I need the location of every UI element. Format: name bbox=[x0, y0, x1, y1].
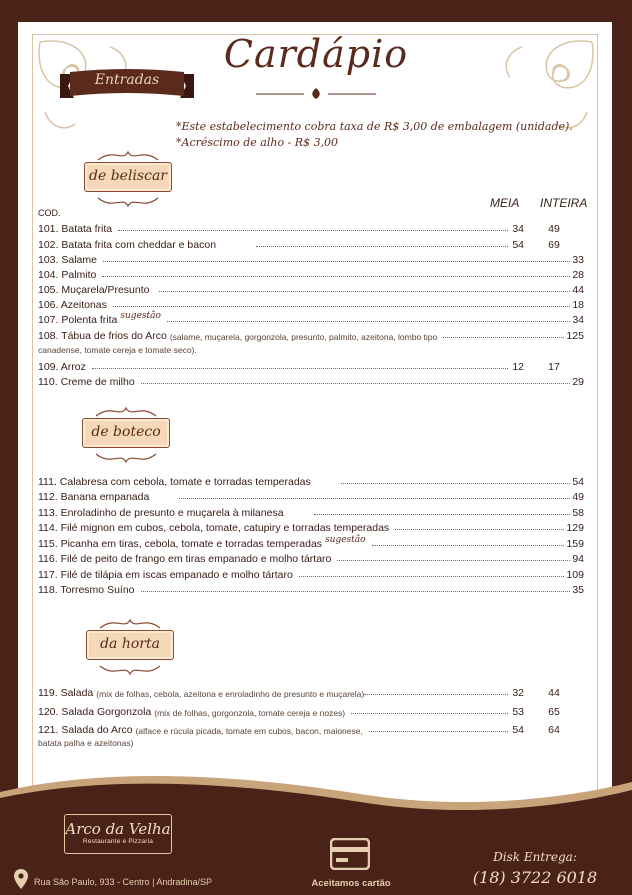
menu-item: 112. Banana empanada 49 bbox=[38, 491, 584, 503]
cards-accepted: Aceitamos cartão bbox=[311, 878, 391, 889]
section-title-horta: da horta bbox=[86, 630, 174, 660]
menu-item: 104. Palmito 28 bbox=[38, 269, 584, 281]
item-description-continued: batata palha e azeitonas) bbox=[38, 738, 134, 748]
menu-item: 102. Batata frita com cheddar e bacon 54 69 bbox=[38, 239, 560, 251]
suggestion-tag: sugestão bbox=[325, 535, 366, 545]
section-badge-horta bbox=[70, 616, 190, 682]
menu-item: 105. Muçarela/Presunto 44 bbox=[38, 284, 584, 296]
section-badge-boteco bbox=[66, 404, 186, 470]
packaging-note: *Este estabelecimento cobra taxa de R$ 3,00 de embalagem (unidade). bbox=[176, 120, 573, 133]
menu-item: 109. Arroz 12 17 bbox=[38, 361, 560, 373]
menu-item: 107. Polenta frita sugestão 34 bbox=[38, 311, 584, 326]
section-title-beliscar: de beliscar bbox=[84, 162, 172, 192]
item-description-continued: canadense, tomate cereja e tomate seco). bbox=[38, 345, 197, 355]
flourish-ornament bbox=[70, 664, 190, 678]
credit-card-icon bbox=[330, 838, 370, 870]
flourish-ornament bbox=[70, 616, 190, 630]
column-cod: COD. bbox=[38, 208, 61, 218]
flourish-ornament bbox=[68, 196, 188, 210]
flourish-ornament bbox=[68, 148, 188, 162]
menu-item: 119. Salada (mix de folhas, cebola, azeitona e enroladinho de presunto e muçarela) 32 44 bbox=[38, 687, 560, 699]
menu-item: 103. Salame 33 bbox=[38, 254, 584, 266]
address: Rua São Paulo, 933 - Centro | Andradina/SP bbox=[34, 877, 212, 887]
restaurant-logo: Arco da Velha Restaurante e Pizzaria bbox=[64, 814, 172, 854]
flourish-ornament bbox=[66, 404, 186, 418]
menu-item: 117. Filé de tilápia em iscas empanado e molho tártaro 109 bbox=[38, 569, 584, 581]
page-title: Cardápio bbox=[223, 32, 409, 76]
delivery-phone[interactable]: (18) 3722 6018 bbox=[472, 868, 598, 887]
menu-item: 115. Picanha em tiras, cebola, tomate e torradas temperadas sugestão 159 bbox=[38, 535, 584, 550]
menu-item: 118. Torresmo Suíno 35 bbox=[38, 584, 584, 596]
flourish-ornament bbox=[66, 452, 186, 466]
menu-item: 108. Tábua de frios do Arco (salame, muçarela, gorgonzola, presunto, palmito, azeitona, lombo tipo 125 bbox=[38, 330, 584, 342]
menu-item: 114. Filé mignon em cubos, cebola, tomate, catupiry e torradas temperadas 129 bbox=[38, 522, 584, 534]
map-pin-icon bbox=[14, 869, 28, 889]
menu-item: 106. Azeitonas 18 bbox=[38, 299, 584, 311]
entradas-label: Entradas bbox=[94, 72, 160, 88]
menu-item: 116. Filé de peito de frango em tiras empanado e molho tártaro 94 bbox=[38, 553, 584, 565]
column-meia: MEIA bbox=[490, 196, 520, 210]
column-inteira: INTEIRA bbox=[540, 196, 588, 210]
menu-item: 113. Enroladinho de presunto e muçarela à milanesa 58 bbox=[38, 507, 584, 519]
section-badge-beliscar bbox=[68, 148, 188, 214]
section-title-boteco: de boteco bbox=[82, 418, 170, 448]
suggestion-tag: sugestão bbox=[120, 311, 161, 321]
menu-item: 101. Batata frita 34 49 bbox=[38, 223, 560, 235]
leaf-icon bbox=[256, 86, 376, 100]
menu-item: 121. Salada do Arco (alface e rúcula picada, tomate em cubos, bacon, maionese, 54 64 bbox=[38, 724, 560, 736]
menu-item: 120. Salada Gorgonzola (mix de folhas, gorgonzola, tomate cereja e nozes) 53 65 bbox=[38, 706, 560, 718]
menu-item: 111. Calabresa com cebola, tomate e torradas temperadas 54 bbox=[38, 476, 584, 488]
delivery-label: Disk Entrega: bbox=[493, 850, 577, 864]
menu-item: 110. Creme de milho 29 bbox=[38, 376, 584, 388]
garlic-note: *Acréscimo de alho - R$ 3,00 bbox=[176, 136, 339, 149]
